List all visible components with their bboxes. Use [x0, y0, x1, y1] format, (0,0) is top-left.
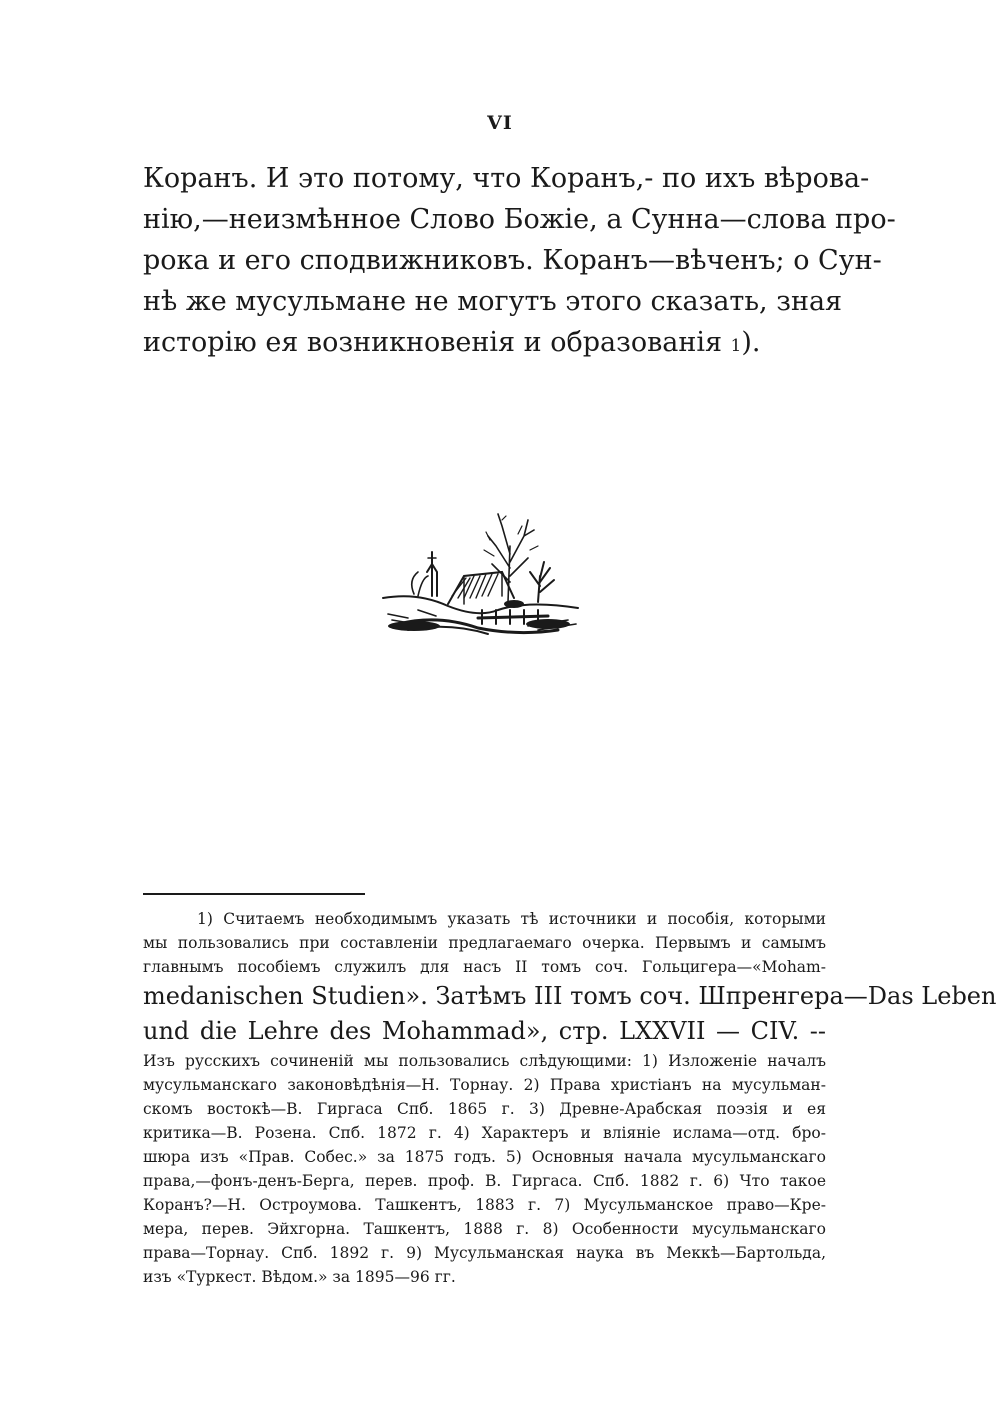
- main-text-line: нѣ же мусульмане не могутъ этого сказать, зная: [143, 286, 843, 317]
- footnote-line: критика—В. Розена. Спб. 1872 г. 4) Характеръ и вліяніе ислама—отд. бро-: [143, 1124, 826, 1142]
- main-text: [143, 158, 896, 363]
- main-text-line: рока и его сподвижниковъ. Коранъ—вѣченъ; о Сун-: [143, 245, 882, 276]
- footnote-line: права,—фонъ-денъ-Берга, перев. проф. В. Гиргаса. Спб. 1882 г. 6) Что такое: [143, 1172, 826, 1190]
- footnote-mark: 1): [197, 910, 213, 928]
- page-number: VI: [487, 112, 513, 134]
- main-text-line: Коранъ. И это потому, что Коранъ,- по ихъ вѣрова-: [143, 163, 870, 194]
- main-text-last-line: [143, 322, 826, 363]
- footnote-reference: 1: [730, 335, 742, 355]
- footnote: [143, 907, 997, 1289]
- footnote-line: права—Торнау. Спб. 1892 г. 9) Мусульманская наука въ Меккѣ—Бартольда,: [143, 1244, 826, 1262]
- footnote-line: мы пользовались при составленіи предлагаемаго очерка. Первымъ и самымъ: [143, 934, 826, 952]
- main-text-closing: ).: [741, 327, 761, 358]
- main-text-line-text: исторію ея возникновенія и образованія: [143, 327, 723, 358]
- footnote-line-text: Считаемъ необходимымъ указать тѣ источники и пособія, которыми: [223, 910, 826, 928]
- footnote-line: medanischen Studien». Затѣмъ III томъ соч. Шпренгера—Das Leben: [143, 982, 997, 1010]
- footnote-line: скомъ востокѣ—В. Гиргаса Спб. 1865 г. 3) Древне-Арабская поэзія и ея: [143, 1100, 826, 1118]
- footnote-line: шюра изъ «Прав. Собес.» за 1875 годъ. 5) Основныя начала мусульманскаго: [143, 1148, 826, 1166]
- footnote-line: мусульманскаго законовѣдѣнія—Н. Торнау. 2) Права христіанъ на мусульман-: [143, 1076, 826, 1094]
- footnote-line: главнымъ пособіемъ служилъ для насъ II томъ соч. Гольцигера—«Moham-: [143, 958, 826, 976]
- footnote-first-line: [143, 907, 826, 931]
- footnote-line: изъ «Туркест. Вѣдом.» за 1895—96 гг.: [143, 1268, 456, 1286]
- winter-landscape-vignette-icon: [378, 506, 582, 640]
- footnote-line: мера, перев. Эйхгорна. Ташкентъ, 1888 г. 8) Особенности мусульманскаго: [143, 1220, 826, 1238]
- footnote-line: Изъ русскихъ сочиненій мы пользовались слѣдующими: 1) Изложеніе началъ: [143, 1052, 826, 1070]
- footnote-line: Коранъ?—Н. Остроумова. Ташкентъ, 1883 г. 7) Мусульманское право—Кре-: [143, 1196, 826, 1214]
- main-text-line: нію,—неизмѣнное Слово Божіе, а Сунна—слова про-: [143, 204, 896, 235]
- footnote-line: und die Lehre des Mohammad», стр. LXXVII — CIV. --: [143, 1017, 826, 1045]
- footnote-divider: [143, 893, 365, 895]
